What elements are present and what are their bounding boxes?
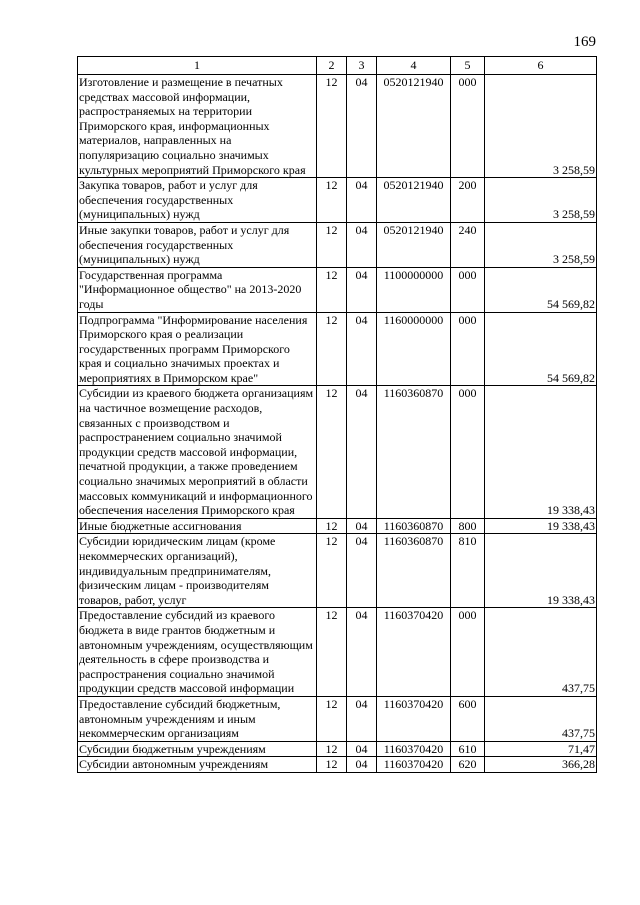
table-row xyxy=(78,534,597,608)
row-expense-type: 800 xyxy=(451,518,485,534)
header-col-6: 6 xyxy=(485,57,597,75)
table-row xyxy=(78,741,597,757)
row-amount: 19 338,43 xyxy=(485,518,597,534)
row-target-code: 0520121940 xyxy=(377,75,451,178)
row-name: Изготовление и размещение в печатных средствах массовой информации, распространяемых на территории Приморского края, информационных материалов, направленных на популяризацию социально значимых культурных мероприятий Приморского края xyxy=(78,75,317,178)
header-col-5: 5 xyxy=(451,57,485,75)
row-amount: 437,75 xyxy=(485,608,597,697)
row-name: Субсидии юридическим лицам (кроме некоммерческих организаций), индивидуальным предпринимателям, физическим лицам - производителям товаров, работ, услуг xyxy=(78,534,317,608)
row-expense-type: 240 xyxy=(451,222,485,267)
header-col-4: 4 xyxy=(377,57,451,75)
row-section: 12 xyxy=(317,696,347,741)
row-expense-type: 000 xyxy=(451,386,485,518)
row-expense-type: 600 xyxy=(451,696,485,741)
row-section: 12 xyxy=(317,741,347,757)
row-target-code: 1160370420 xyxy=(377,696,451,741)
row-name: Иные бюджетные ассигнования xyxy=(78,518,317,534)
row-amount: 19 338,43 xyxy=(485,386,597,518)
row-subsection: 04 xyxy=(347,222,377,267)
row-subsection: 04 xyxy=(347,518,377,534)
row-name: Предоставление субсидий бюджетным, автономным учреждениям и иным некоммерческим организациям xyxy=(78,696,317,741)
row-section: 12 xyxy=(317,312,347,386)
row-subsection: 04 xyxy=(347,312,377,386)
row-subsection: 04 xyxy=(347,757,377,773)
header-col-1: 1 xyxy=(78,57,317,75)
header-row xyxy=(78,57,597,75)
row-amount: 54 569,82 xyxy=(485,267,597,312)
table-row xyxy=(78,518,597,534)
row-target-code: 1160360870 xyxy=(377,518,451,534)
row-target-code: 1160000000 xyxy=(377,312,451,386)
row-expense-type: 810 xyxy=(451,534,485,608)
page-number: 169 xyxy=(573,34,596,50)
row-target-code: 1100000000 xyxy=(377,267,451,312)
row-subsection: 04 xyxy=(347,696,377,741)
row-name: Подпрограмма "Информирование населения Приморского края о реализации государственных программ Приморского края и социально значимых проектах и мероприятиях в Приморском крае" xyxy=(78,312,317,386)
header-col-2: 2 xyxy=(317,57,347,75)
row-amount: 71,47 xyxy=(485,741,597,757)
row-section: 12 xyxy=(317,222,347,267)
row-amount: 3 258,59 xyxy=(485,222,597,267)
table-row xyxy=(78,75,597,178)
table-row xyxy=(78,267,597,312)
row-section: 12 xyxy=(317,267,347,312)
row-section: 12 xyxy=(317,178,347,223)
row-subsection: 04 xyxy=(347,178,377,223)
table-row xyxy=(78,178,597,223)
row-amount: 366,28 xyxy=(485,757,597,773)
row-target-code: 0520121940 xyxy=(377,178,451,223)
row-amount: 54 569,82 xyxy=(485,312,597,386)
row-amount: 19 338,43 xyxy=(485,534,597,608)
table-row xyxy=(78,386,597,518)
row-expense-type: 000 xyxy=(451,75,485,178)
row-expense-type: 620 xyxy=(451,757,485,773)
row-amount: 3 258,59 xyxy=(485,75,597,178)
row-subsection: 04 xyxy=(347,75,377,178)
header-col-3: 3 xyxy=(347,57,377,75)
row-target-code: 1160360870 xyxy=(377,386,451,518)
table-row xyxy=(78,696,597,741)
row-expense-type: 000 xyxy=(451,312,485,386)
row-subsection: 04 xyxy=(347,267,377,312)
row-section: 12 xyxy=(317,75,347,178)
row-section: 12 xyxy=(317,534,347,608)
table-row xyxy=(78,312,597,386)
row-section: 12 xyxy=(317,518,347,534)
row-target-code: 1160370420 xyxy=(377,741,451,757)
row-name: Субсидии автономным учреждениям xyxy=(78,757,317,773)
row-target-code: 1160370420 xyxy=(377,757,451,773)
table-row xyxy=(78,757,597,773)
table-body xyxy=(78,75,597,773)
row-target-code: 1160370420 xyxy=(377,608,451,697)
row-name: Иные закупки товаров, работ и услуг для обеспечения государственных (муниципальных) нужд xyxy=(78,222,317,267)
row-target-code: 1160360870 xyxy=(377,534,451,608)
row-subsection: 04 xyxy=(347,534,377,608)
row-section: 12 xyxy=(317,608,347,697)
row-name: Субсидии бюджетным учреждениям xyxy=(78,741,317,757)
row-subsection: 04 xyxy=(347,608,377,697)
row-name: Государственная программа "Информационное общество" на 2013-2020 годы xyxy=(78,267,317,312)
row-expense-type: 610 xyxy=(451,741,485,757)
table-header xyxy=(78,57,597,75)
row-amount: 437,75 xyxy=(485,696,597,741)
row-amount: 3 258,59 xyxy=(485,178,597,223)
row-name: Субсидии из краевого бюджета организациям на частичное возмещение расходов, связанных с производством и распространением социально значимой продукции средств массовой информации, печатной продукции, а также проведением социально значимых мероприятий в области массовых коммуникаций и информационного обеспечения населения Приморского края xyxy=(78,386,317,518)
row-name: Закупка товаров, работ и услуг для обеспечения государственных (муниципальных) нужд xyxy=(78,178,317,223)
row-section: 12 xyxy=(317,757,347,773)
row-target-code: 0520121940 xyxy=(377,222,451,267)
table-row xyxy=(78,608,597,697)
row-expense-type: 200 xyxy=(451,178,485,223)
row-section: 12 xyxy=(317,386,347,518)
row-expense-type: 000 xyxy=(451,608,485,697)
row-subsection: 04 xyxy=(347,741,377,757)
row-expense-type: 000 xyxy=(451,267,485,312)
table-row xyxy=(78,222,597,267)
budget-table xyxy=(77,56,597,773)
row-subsection: 04 xyxy=(347,386,377,518)
row-name: Предоставление субсидий из краевого бюджета в виде грантов бюджетным и автономным учреждениям, осуществляющим деятельность в сфере производства и распространения социально значимой продукции средств массовой информации xyxy=(78,608,317,697)
